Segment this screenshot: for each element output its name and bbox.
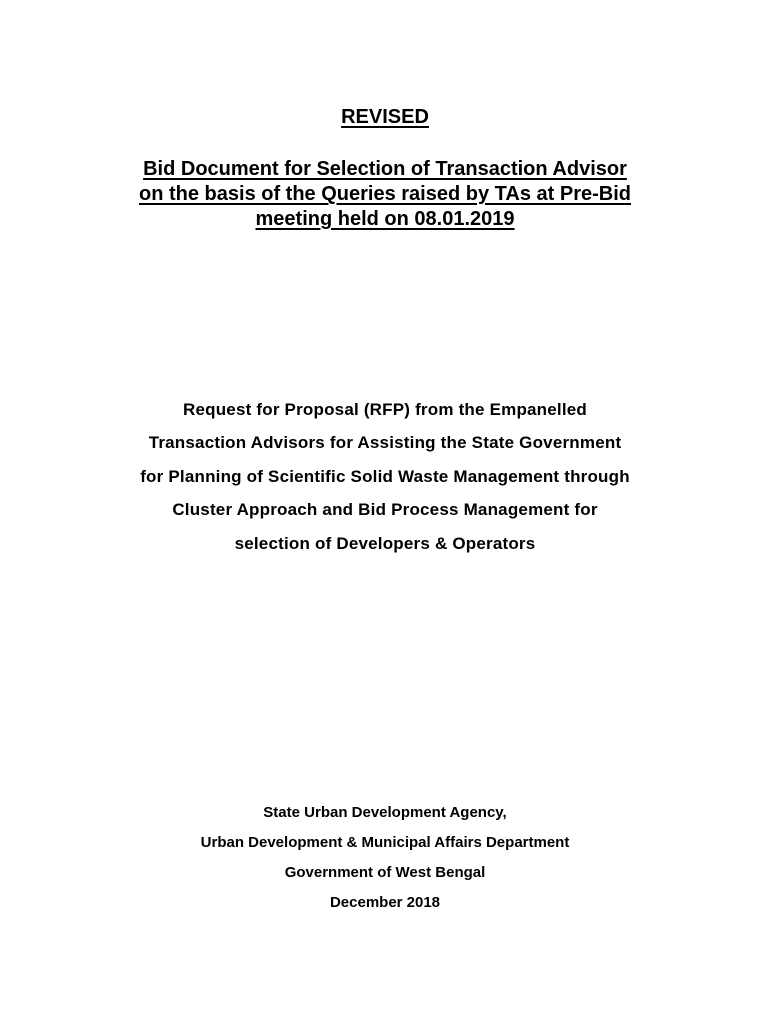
- rfp-line-5: selection of Developers & Operators: [234, 534, 536, 553]
- title-line-2: on the basis of the Queries raised by TAs at Pre-Bid: [139, 183, 631, 205]
- issuer-department: Urban Development & Municipal Affairs Department: [200, 834, 570, 851]
- issuer-agency: State Urban Development Agency,: [263, 804, 507, 821]
- rfp-line-4: Cluster Approach and Bid Process Management for: [172, 500, 598, 519]
- issuer-government: Government of West Bengal: [284, 864, 486, 881]
- rfp-line-2: Transaction Advisors for Assisting the State Government: [148, 433, 622, 452]
- revised-label: REVISED: [341, 106, 429, 128]
- title-line-1: Bid Document for Selection of Transaction Advisor: [143, 158, 627, 180]
- title-line-3: meeting held on 08.01.2019: [255, 208, 515, 230]
- rfp-line-1: Request for Proposal (RFP) from the Empanelled: [182, 400, 588, 419]
- issue-date: December 2018: [329, 894, 441, 911]
- rfp-line-3: for Planning of Scientific Solid Waste Management through: [140, 467, 630, 486]
